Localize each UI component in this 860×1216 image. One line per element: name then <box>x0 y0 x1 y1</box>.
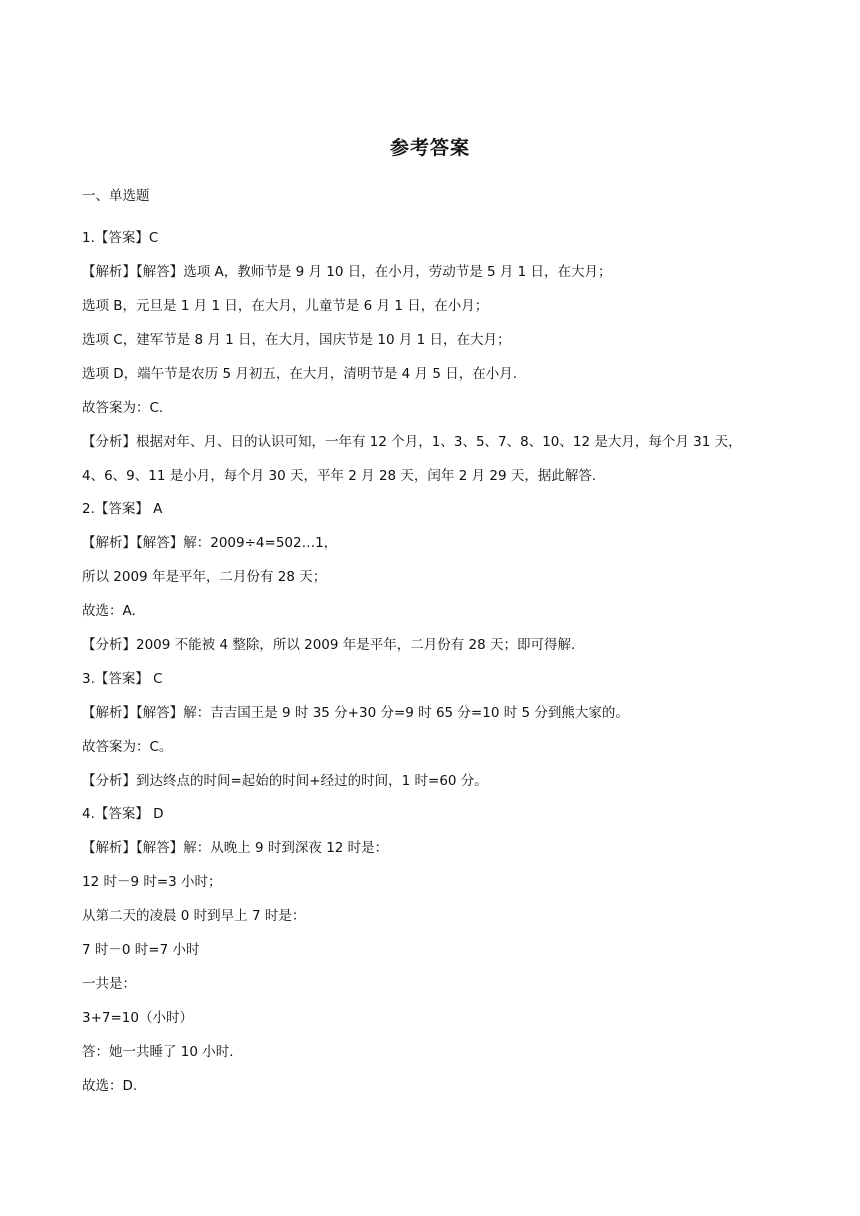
answer-4-solution-line: 答：她一共睡了 10 小时. <box>82 1044 234 1060</box>
answer-4-label: 4.【答案】 D <box>82 806 164 822</box>
answer-1-solution-line: 【解析】【解答】选项 A，教师节是 9 月 10 日，在小月，劳动节是 5 月 1 日，在大月； <box>82 264 612 280</box>
answer-3-analysis: 【分析】到达终点的时间=起始的时间+经过的时间，1 时=60 分。 <box>82 773 488 789</box>
page-title: 参考答案 <box>389 137 470 159</box>
answer-1-solution-line: 选项 C，建军节是 8 月 1 日，在大月，国庆节是 10 月 1 日，在大月； <box>82 332 511 348</box>
answer-1-analysis-line: 4、6、9、11 是小月，每个月 30 天，平年 2 月 28 天，闰年 2 月 29 天，据此解答. <box>82 468 597 484</box>
answer-2-solution-line: 【解析】【解答】解：2009÷4=502…1， <box>82 535 338 551</box>
answer-1-conclusion: 故答案为：C. <box>82 400 164 416</box>
answer-2-analysis: 【分析】2009 不能被 4 整除，所以 2009 年是平年，二月份有 28 天；即可得解. <box>82 637 576 653</box>
answer-1-analysis-line: 【分析】根据对年、月、日的认识可知，一年有 12 个月，1、3、5、7、8、10、12 是大月，每个月 31 天， <box>82 434 742 450</box>
answer-1-solution-line: 选项 D，端午节是农历 5 月初五，在大月，清明节是 4 月 5 日，在小月. <box>82 366 517 382</box>
answer-4-solution-line: 3+7=10（小时） <box>82 1010 193 1026</box>
answer-4-solution-line: 【解析】【解答】解：从晚上 9 时到深夜 12 时是： <box>82 840 389 856</box>
answer-4-solution-line: 12 时－9 时=3 小时； <box>82 874 222 890</box>
answer-4-solution-line: 一共是： <box>82 976 136 992</box>
answer-2-conclusion: 故选：A. <box>82 603 136 619</box>
section-heading: 一、单选题 <box>82 188 150 204</box>
answer-1-solution-line: 选项 B，元旦是 1 月 1 日，在大月，儿童节是 6 月 1 日，在小月； <box>82 298 489 314</box>
answer-3-label: 3.【答案】 C <box>82 671 163 687</box>
answer-4-solution-line: 7 时－0 时=7 小时 <box>82 942 200 958</box>
answer-4-solution-line: 从第二天的凌晨 0 时到早上 7 时是： <box>82 908 306 924</box>
answer-3-conclusion: 故答案为：C。 <box>82 739 173 755</box>
answer-3-solution-line: 【解析】【解答】解：吉吉国王是 9 时 35 分+30 分=9 时 65 分=10 时 5 分到熊大家的。 <box>82 705 629 721</box>
answer-2-solution-line: 所以 2009 年是平年，二月份有 28 天； <box>82 569 327 585</box>
answer-1-label: 1.【答案】C <box>82 230 159 246</box>
answer-4-conclusion: 故选：D. <box>82 1078 138 1094</box>
answer-2-label: 2.【答案】 A <box>82 501 163 517</box>
